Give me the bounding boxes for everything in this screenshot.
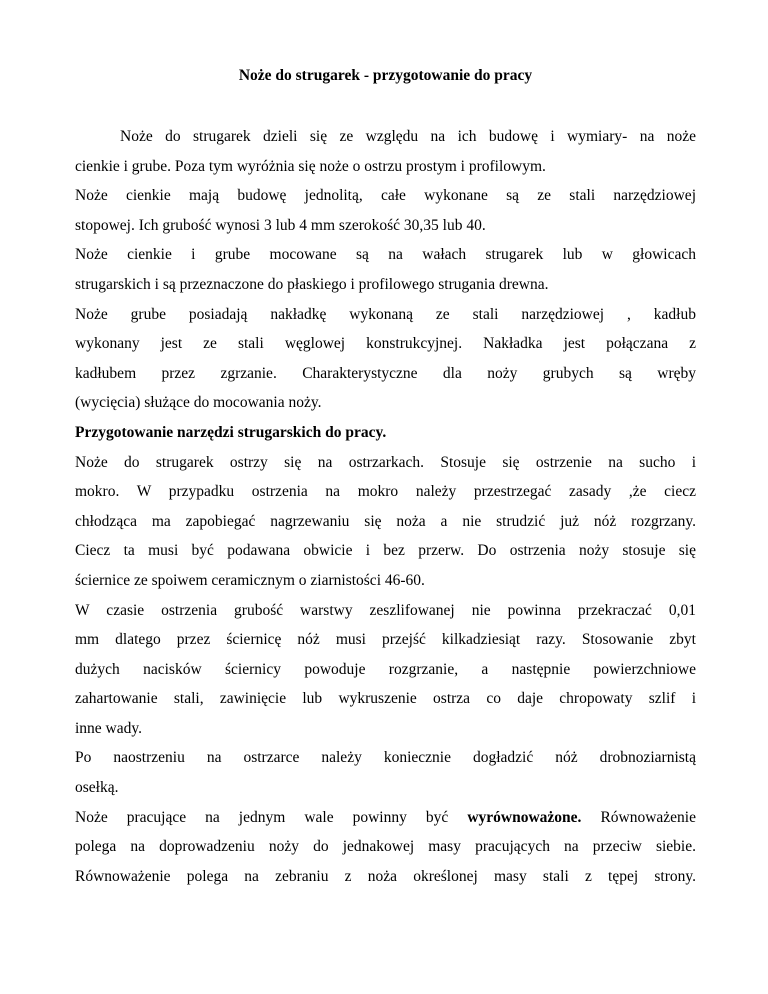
paragraph-line: Noże grube posiadają nakładkę wykonaną ze stali narzędziowej , kadłub [75,305,696,323]
paragraph-line: Noże cienkie mają budowę jednolitą, całe wykonane są ze stali narzędziowej [75,187,696,205]
paragraph-line: (wycięcia) służące do mocowania noży. [75,394,322,412]
paragraph-line: dużych nacisków ściernicy powoduje rozgrzanie, a następnie powierzchniowe [75,660,696,678]
paragraph-line: ściernice ze spoiwem ceramicznym o ziarnistości 46-60. [75,571,425,589]
paragraph-line: mm dlatego przez ściernicę nóż musi przejść kilkadziesiąt razy. Stosowanie zbyt [75,631,696,649]
paragraph-line: Noże do strugarek dzieli się ze względu na ich budowę i wymiary- na noże [120,128,696,145]
paragraph-line: Noże cienkie i grube mocowane są na wałach strugarek lub w głowicach [75,246,696,264]
line-start: Noże pracujące na jednym wale powinny być [75,808,449,826]
paragraph-line: Ciecz ta musi być podawana obwicie i bez przerw. Do ostrzenia noży stosuje się [75,542,696,560]
document-title: Noże do strugarek - przygotowanie do pracy [238,67,533,84]
paragraph-line: stopowej. Ich grubość wynosi 3 lub 4 mm szerokość 30,35 lub 40. [75,216,486,234]
paragraph-line: osełką. [75,779,119,797]
document-body [75,122,696,891]
paragraph-line: Noże do strugarek ostrzy się na ostrzarkach. Stosuje się ostrzenie na sucho i [75,453,696,471]
paragraph-line: Po naostrzeniu na ostrzarce należy koniecznie dogładzić nóż drobnoziarnistą [75,749,696,767]
paragraph-line: W czasie ostrzenia grubość warstwy zeszlifowanej nie powinna przekraczać 0,01 [75,601,696,619]
paragraph-line: Równoważenie polega na zebraniu z noża określonej masy stali z tępej strony. [75,867,696,885]
paragraph-line: zahartowanie stali, zawinięcie lub wykruszenie ostrza co daje chropowaty szlif i [75,690,696,708]
paragraph-line: polega na doprowadzeniu noży do jednakowej masy pracujących na przeciw siebie. [75,838,696,856]
section-heading: Przygotowanie narzędzi strugarskich do pracy. [75,423,387,441]
paragraph-line: mokro. W przypadku ostrzenia na mokro należy przestrzegać zasady ,że ciecz [75,483,696,501]
line-end: Równoważenie [600,808,696,826]
paragraph-line: inne wady. [75,719,143,737]
bold-term: wyrównoważone. [467,808,582,826]
paragraph-line: chłodząca ma zapobiegać nagrzewaniu się noża a nie strudzić już nóż rozgrzany. [75,512,696,530]
paragraph-line: cienkie i grube. Poza tym wyróżnia się noże o ostrzu prostym i profilowym. [75,157,546,175]
paragraph-line: wykonany jest ze stali węglowej konstrukcyjnej. Nakładka jest połączana z [75,335,696,353]
paragraph-line: strugarskich i są przeznaczone do płaskiego i profilowego strugania drewna. [75,275,549,293]
paragraph-line-mixed [75,803,696,833]
paragraph-line: kadłubem przez zgrzanie. Charakterystyczne dla noży grubych są wręby [75,364,696,382]
